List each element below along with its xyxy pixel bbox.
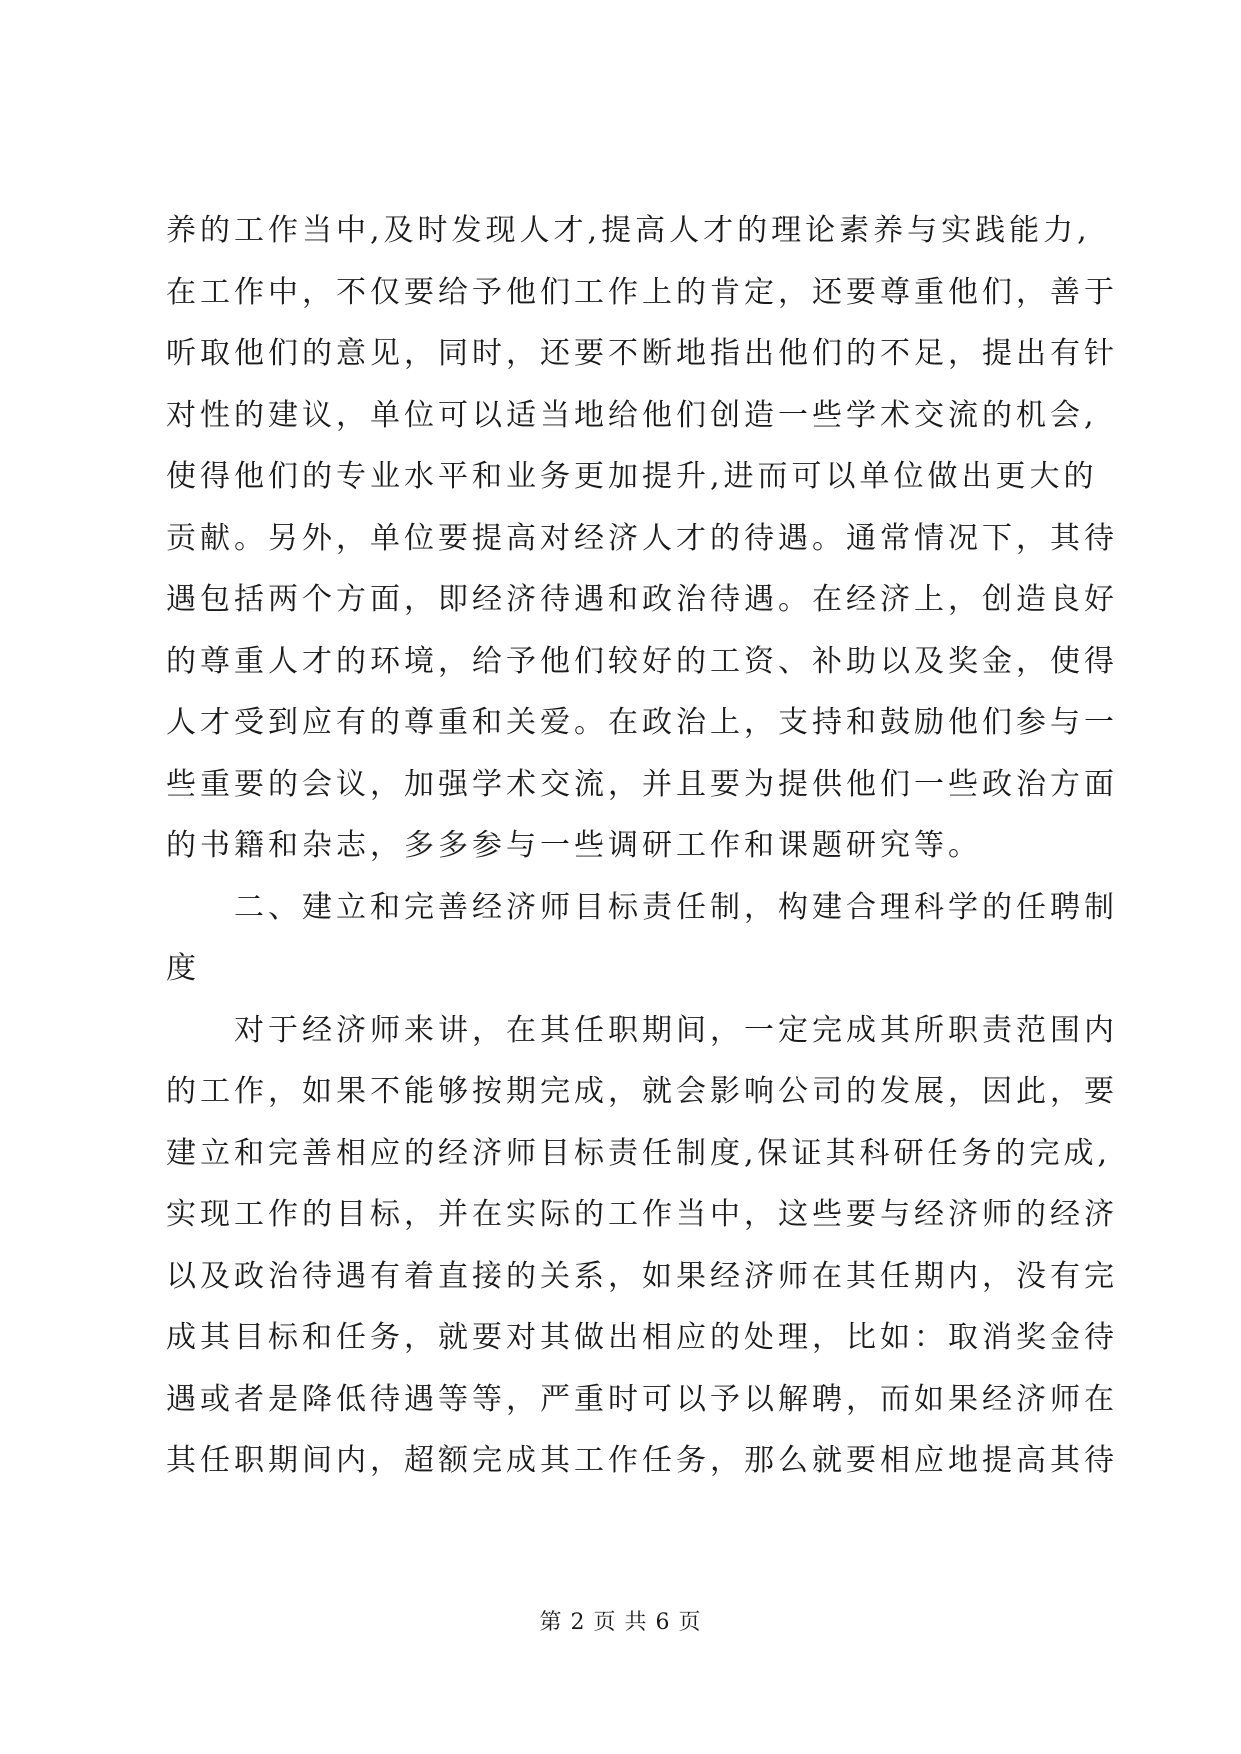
text-line: 养的工作当中,及时发现人才,提高人才的理论素养与实践能力,: [166, 213, 1091, 248]
text-line: 些重要的会议，加强学术交流，并且要为提供他们一些政治方面: [166, 766, 1118, 802]
text-line: 度: [166, 951, 200, 986]
text-line: 实现工作的目标，并在实际的工作当中，这些要与经济师的经济: [166, 1197, 1118, 1232]
text-line: 对性的建议，单位可以适当地给他们创造一些学术交流的机会,: [166, 397, 1098, 433]
text-line: 使得他们的专业水平和业务更加提升,进而可以单位做出更大的: [166, 459, 1098, 494]
text-line: 二、建立和完善经济师目标责任制，构建合理科学的任聘制: [234, 889, 1118, 925]
text-line: 遇或者是降低待遇等等，严重时可以予以解聘，而如果经济师在: [166, 1381, 1118, 1417]
text-line: 贡献。另外，单位要提高对经济人才的待遇。通常情况下，其待: [166, 520, 1118, 556]
text-line: 的书籍和杂志，多多参与一些调研工作和课题研究等。: [166, 828, 982, 863]
text-line: 其任职期间内，超额完成其工作任务，那么就要相应地提高其待: [166, 1443, 1118, 1478]
text-line: 在工作中，不仅要给予他们工作上的肯定，还要尊重他们，善于: [166, 274, 1118, 310]
text-line: 建立和完善相应的经济师目标责任制度,保证其科研任务的完成,: [166, 1135, 1112, 1171]
text-line: 人才受到应有的尊重和关爱。在政治上，支持和鼓励他们参与一: [166, 705, 1118, 740]
text-line: 成其目标和任务，就要对其做出相应的处理，比如：取消奖金待: [166, 1320, 1118, 1355]
text-line: 的工作，如果不能够按期完成，就会影响公司的发展，因此，要: [166, 1074, 1118, 1109]
text-line: 的尊重人才的环境，给予他们较好的工资、补助以及奖金，使得: [166, 643, 1118, 679]
text-line: 以及政治待遇有着直接的关系，如果经济师在其任期内，没有完: [166, 1258, 1118, 1294]
text-line: 对于经济师来讲，在其任职期间，一定完成其所职责范围内: [234, 1012, 1118, 1048]
text-line: 听取他们的意见，同时，还要不断地指出他们的不足，提出有针: [166, 336, 1118, 371]
text-line: 遇包括两个方面，即经济待遇和政治待遇。在经济上，创造良好: [166, 582, 1118, 617]
page-footer: 第 2 页 共 6 页: [539, 1610, 702, 1635]
